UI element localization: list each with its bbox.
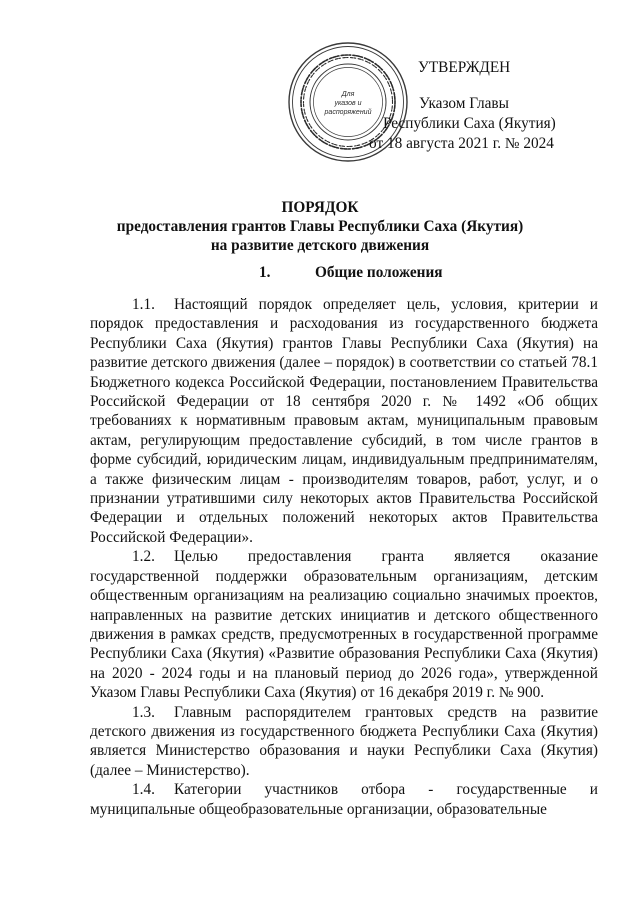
document-subtitle-1: предоставления грантов Главы Республики Саха (Якутия) — [116, 218, 524, 235]
seal-center-line-3: распоряжений — [324, 109, 372, 116]
paragraph-number: 1.3. — [132, 703, 155, 721]
document-title: ПОРЯДОК — [281, 199, 359, 216]
seal-center-line-1: Для — [341, 91, 355, 98]
paragraph-1-1 — [90, 295, 598, 547]
seal-center-line-2: указов и — [334, 100, 362, 107]
paragraph-text: Целью предоставления гранта является оказание государственной поддержки образовательным организациям, детским общественным организациям на реализацию социально значимых проектов, направленных на развитие детских инициатив и детского общественного движения в рамках средств, предусмотренных в государственной программе Республики Саха (Якутия) «Развитие образования Республики Саха (Якутия) на 2020 - 2024 годы и на плановый период до 2026 года», утвержденной Указом Главы Республики Саха (Якутия) от 16 декабря 2019 г. № 900. — [90, 548, 598, 702]
paragraph-1-4 — [90, 780, 598, 819]
section-title: Общие положения — [315, 264, 443, 281]
paragraph-number: 1.2. — [132, 548, 155, 566]
document-body — [90, 295, 598, 819]
paragraph-1-2 — [90, 547, 598, 702]
approval-title: УТВЕРЖДЕН — [418, 59, 511, 76]
section-number: 1. — [259, 264, 271, 281]
approval-line-2: Республики Саха (Якутия) — [383, 115, 556, 132]
paragraph-number: 1.1. — [132, 296, 155, 313]
paragraph-number: 1.4. — [132, 781, 155, 799]
paragraph-1-3 — [90, 703, 598, 781]
document-subtitle-2: на развитие детского движения — [210, 237, 430, 254]
approval-line-1: Указом Главы — [419, 95, 509, 112]
paragraph-text: Настоящий порядок определяет цель, условия, критерии и порядок предоставления и расходования из государственного бюджета Республики Саха (Якутия) грантов Главы Республики Саха (Якутия) на развитие детского движения (далее – порядок) в соответствии со статьей 78.1 Бюджетного кодекса Российской Федерации, постановлением Правительства Российской Федерации от 18 сентября 2020 г. № 1492 «Об общих требованиях к нормативным правовым актам, муниципальным правовым актам, регулирующим предоставление субсидий, в том числе грантов в форме субсидий, юридическим лицам, индивидуальным предпринимателям, а также физическим лицам - производителям товаров, работ, услуг, и о признании утратившими силу некоторых актов Правительства Российской Федерации и отдельных положений некоторых актов Правительства Российской Федерации». — [90, 296, 598, 546]
paragraph-text: Главным распорядителем грантовых средств на развитие детского движения из государственного бюджета Республики Саха (Якутия) является Министерство образования и науки Республики Саха (Якутия) (далее – Министерство). — [90, 703, 598, 779]
approval-line-3: от 18 августа 2021 г. № 2024 — [369, 135, 554, 152]
paragraph-text: Категории участников отбора - государственные и муниципальные общеобразовательные организации, образовательные — [90, 781, 598, 818]
